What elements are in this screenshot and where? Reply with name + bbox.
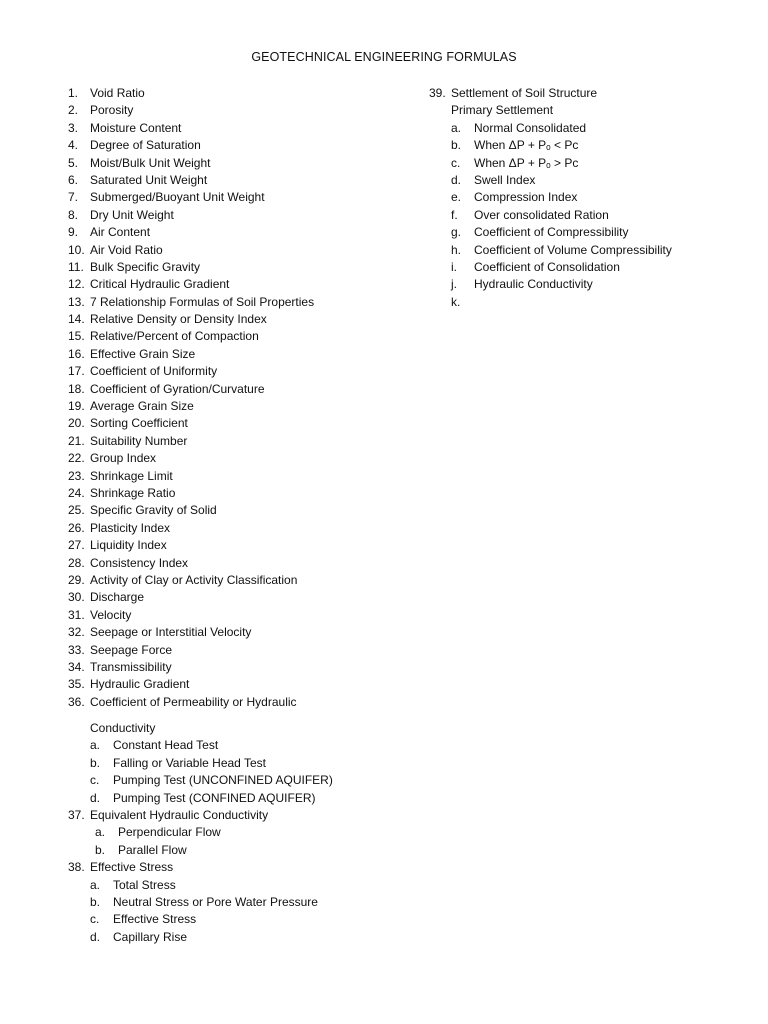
sub-list-item <box>429 242 749 259</box>
list-item <box>68 450 418 467</box>
item-text: Seepage or Interstitial Velocity <box>90 625 252 640</box>
list-item <box>68 294 418 311</box>
item-number: 34. <box>68 659 85 674</box>
item-text: Sorting Coefficient <box>90 416 188 431</box>
list-item <box>68 242 418 259</box>
item-number: 10. <box>68 242 85 257</box>
item-number: 26. <box>68 520 85 535</box>
item-text: Equivalent Hydraulic Conductivity <box>90 808 269 823</box>
sub-list-item <box>429 120 749 137</box>
item-text: Submerged/Buoyant Unit Weight <box>90 190 265 205</box>
sub-list-item <box>429 207 749 224</box>
item-text: Over consolidated Ration <box>474 207 609 222</box>
item-text: Relative/Percent of Compaction <box>90 329 259 344</box>
item-text: Relative Density or Density Index <box>90 312 267 327</box>
item-number: 36. <box>68 694 85 709</box>
list-item <box>68 415 418 432</box>
list-item <box>68 120 418 137</box>
item-text: Primary Settlement <box>451 103 554 118</box>
item-letter: d. <box>90 790 101 805</box>
item-letter: c. <box>90 912 100 927</box>
item-text: Effective Grain Size <box>90 346 196 361</box>
item-text: When ΔP + Pₒ < Pc <box>474 138 579 153</box>
list-item <box>68 102 418 119</box>
list-item <box>68 537 418 554</box>
item-text: When ΔP + Pₒ > Pc <box>474 155 579 170</box>
item-text: Velocity <box>90 607 132 622</box>
sub-list-item <box>68 911 418 928</box>
item-letter: d. <box>90 929 101 944</box>
formula-list-left <box>68 85 418 946</box>
sub-list-item <box>429 294 749 311</box>
item-number: 20. <box>68 416 85 431</box>
item-text: Seepage Force <box>90 642 173 657</box>
item-text: Coefficient of Consolidation <box>474 259 620 274</box>
item-number: 3. <box>68 120 79 135</box>
document-title: GEOTECHNICAL ENGINEERING FORMULAS <box>251 50 517 64</box>
item-text: Conductivity <box>90 721 156 736</box>
list-item <box>68 555 418 572</box>
list-item <box>68 607 418 624</box>
item-text: Pumping Test (CONFINED AQUIFER) <box>113 790 316 805</box>
item-number: 8. <box>68 207 79 222</box>
item-number: 32. <box>68 625 85 640</box>
item-number: 29. <box>68 572 85 587</box>
item-number: 23. <box>68 468 85 483</box>
item-number: 6. <box>68 172 79 187</box>
item-letter: g. <box>451 225 462 240</box>
item-text: Hydraulic Conductivity <box>474 277 593 292</box>
item-letter: a. <box>95 825 106 840</box>
item-number: 9. <box>68 225 79 240</box>
item-number: 2. <box>68 103 79 118</box>
sub-list-item <box>429 172 749 189</box>
item-text: Coefficient of Uniformity <box>90 364 218 379</box>
item-number: 35. <box>68 677 85 692</box>
item-text: Falling or Variable Head Test <box>113 755 266 770</box>
sub-list-item <box>429 137 749 154</box>
item-letter: f. <box>451 207 458 222</box>
list-item <box>68 311 418 328</box>
item-number: 4. <box>68 138 79 153</box>
list-item <box>68 189 418 206</box>
formula-list-right <box>429 85 749 311</box>
item-text: Bulk Specific Gravity <box>90 259 201 274</box>
list-item <box>429 85 749 102</box>
item-number: 38. <box>68 860 85 875</box>
sub-list-item <box>429 189 749 206</box>
item-text: Shrinkage Limit <box>90 468 173 483</box>
sub-list-item <box>429 276 749 293</box>
list-item <box>68 328 418 345</box>
item-text: Transmissibility <box>90 659 172 674</box>
item-number: 39. <box>429 86 446 100</box>
item-text: Shrinkage Ratio <box>90 485 176 500</box>
sub-list-item <box>68 842 418 859</box>
item-text: Hydraulic Gradient <box>90 677 190 692</box>
item-number: 13. <box>68 294 85 309</box>
item-text: Average Grain Size <box>90 399 194 414</box>
item-text: Dry Unit Weight <box>90 207 174 222</box>
list-item <box>68 224 418 241</box>
item-number: 19. <box>68 399 85 414</box>
item-number: 25. <box>68 503 85 518</box>
item-letter: a. <box>90 738 101 753</box>
sub-list-item <box>429 155 749 172</box>
item-letter: i. <box>451 259 457 274</box>
item-text: Discharge <box>90 590 145 605</box>
item-text: Moisture Content <box>90 120 182 135</box>
item-text: Effective Stress <box>90 860 174 875</box>
sub-list-item <box>68 929 418 946</box>
item-text: Coefficient of Compressibility <box>474 225 629 240</box>
list-item <box>68 676 418 693</box>
sub-list-item <box>68 772 418 789</box>
item-number: 11. <box>68 259 84 274</box>
item-number: 31. <box>68 607 85 622</box>
item-text: 7 Relationship Formulas of Soil Properties <box>90 294 315 309</box>
list-item <box>68 433 418 450</box>
item-number: 17. <box>68 364 85 379</box>
sub-list-item <box>68 790 418 807</box>
item-number: 28. <box>68 555 85 570</box>
item-text: Void Ratio <box>90 86 145 100</box>
sub-list-item <box>68 824 418 841</box>
item-number: 37. <box>68 808 85 823</box>
item-text: Coefficient of Volume Compressibility <box>474 242 672 257</box>
item-number: 22. <box>68 451 85 466</box>
sub-list-item <box>68 877 418 894</box>
list-item <box>68 207 418 224</box>
item-text: Perpendicular Flow <box>118 825 221 840</box>
list-item <box>68 624 418 641</box>
item-text: Normal Consolidated <box>474 120 587 135</box>
item-text: Coefficient of Permeability or Hydraulic <box>90 694 297 709</box>
item-text: Coefficient of Gyration/Curvature <box>90 381 265 396</box>
sub-list-item <box>429 224 749 241</box>
item-letter: k. <box>451 294 461 309</box>
item-letter: d. <box>451 172 462 187</box>
list-item <box>68 259 418 276</box>
item-text: Constant Head Test <box>113 738 219 753</box>
item-letter: a. <box>451 120 462 135</box>
item-letter: j. <box>451 277 457 292</box>
list-item <box>68 172 418 189</box>
sub-list-item <box>68 894 418 911</box>
item-number: 21. <box>68 433 85 448</box>
item-number: 16. <box>68 346 85 361</box>
item-letter: c. <box>451 155 461 170</box>
item-text: Activity of Clay or Activity Classification <box>90 572 298 587</box>
item-text: Compression Index <box>474 190 578 205</box>
item-text: Air Content <box>90 225 151 240</box>
item-letter: a. <box>90 877 101 892</box>
item-letter: b. <box>90 894 101 909</box>
item-text: Swell Index <box>474 172 536 187</box>
list-item <box>68 276 418 293</box>
list-item-continuation <box>68 720 418 737</box>
item-number: 12. <box>68 277 85 292</box>
list-item <box>68 363 418 380</box>
item-text: Porosity <box>90 103 134 118</box>
item-number: 30. <box>68 590 85 605</box>
item-number: 7. <box>68 190 79 205</box>
item-text: Capillary Rise <box>113 929 188 944</box>
item-text: Pumping Test (UNCONFINED AQUIFER) <box>113 773 333 788</box>
item-text: Suitability Number <box>90 433 188 448</box>
list-item <box>68 468 418 485</box>
item-text: Effective Stress <box>113 912 197 927</box>
item-number: 1. <box>68 86 79 100</box>
item-text: Consistency Index <box>90 555 189 570</box>
item-letter: b. <box>451 138 462 153</box>
list-item <box>68 572 418 589</box>
item-text: Parallel Flow <box>118 842 187 857</box>
item-text: Total Stress <box>113 877 176 892</box>
item-letter: h. <box>451 242 462 257</box>
item-text: Specific Gravity of Solid <box>90 503 217 518</box>
list-item <box>68 485 418 502</box>
list-item <box>68 346 418 363</box>
item-text: Neutral Stress or Pore Water Pressure <box>113 894 318 909</box>
list-item <box>68 520 418 537</box>
sub-list-item <box>68 755 418 772</box>
list-item <box>68 381 418 398</box>
list-item-subheading <box>429 102 749 119</box>
item-text: Saturated Unit Weight <box>90 172 208 187</box>
sub-list-item <box>429 259 749 276</box>
item-number: 27. <box>68 538 85 553</box>
item-text: Degree of Saturation <box>90 138 201 153</box>
list-item <box>68 137 418 154</box>
item-letter: b. <box>90 755 101 770</box>
list-item <box>68 502 418 519</box>
list-item <box>68 589 418 606</box>
item-text: Critical Hydraulic Gradient <box>90 277 230 292</box>
item-number: 24. <box>68 485 85 500</box>
item-letter: c. <box>90 773 100 788</box>
item-letter: b. <box>95 842 106 857</box>
sub-list-item <box>68 737 418 754</box>
list-item <box>68 398 418 415</box>
item-text: Air Void Ratio <box>90 242 163 257</box>
list-item <box>68 155 418 172</box>
item-letter: e. <box>451 190 462 205</box>
item-number: 15. <box>68 329 85 344</box>
item-number: 14. <box>68 312 85 327</box>
item-number: 5. <box>68 155 79 170</box>
item-text: Settlement of Soil Structure <box>451 86 598 100</box>
list-item <box>68 694 418 711</box>
list-item <box>68 807 418 824</box>
item-text: Group Index <box>90 451 157 466</box>
list-item <box>68 659 418 676</box>
item-number: 18. <box>68 381 85 396</box>
list-item <box>68 859 418 876</box>
item-text: Plasticity Index <box>90 520 171 535</box>
item-text: Moist/Bulk Unit Weight <box>90 155 211 170</box>
item-number: 33. <box>68 642 85 657</box>
list-item <box>68 642 418 659</box>
item-text: Liquidity Index <box>90 538 167 553</box>
list-item <box>68 85 418 102</box>
